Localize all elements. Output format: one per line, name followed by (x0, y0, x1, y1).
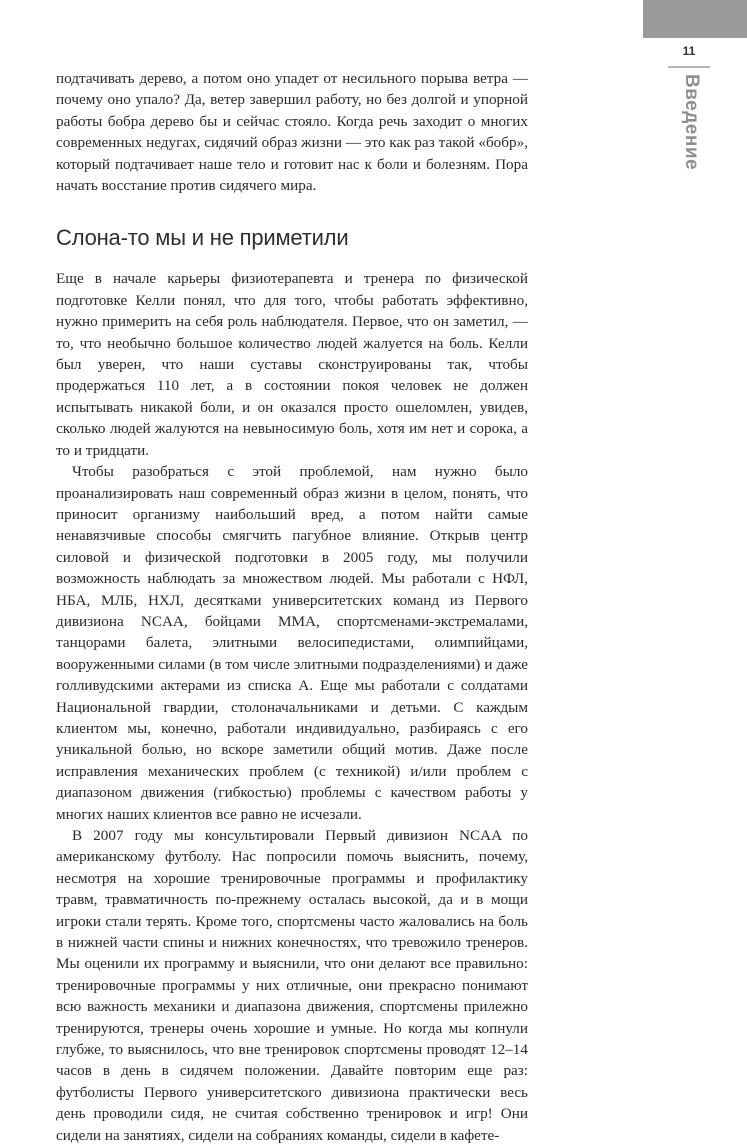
page-number: 11 (682, 44, 696, 58)
body-paragraph-1: Еще в начале карьеры физиотерапевта и тренера по физической подготовке Келли понял, что для того, чтобы работать эффективно, нужно примерить на себя роль наблюдателя. Первое, что он заметил, — то, что необычно большое количество людей жалуется на боль. Келли был уверен, что наши суставы сконструированы так, чтобы продержаться 110 лет, а в состоянии покоя человек не должен испытывать никакой боли, и он оказался просто ошеломлен, увидев, сколько людей жалуются на невыносимую боль, хотя им нет и сорока, а то и тридцати. (56, 270, 528, 459)
side-tab-block (643, 0, 747, 38)
intro-paragraph: подтачивать дерево, а потом оно упадет от несильного порыва ветра — почему оно упало? Да, ветер завершил работу, но без долгой и упорной работы бобра дерево бы и сейчас стояло. Когда речь заходит о многих современных недугах, сидячий образ жизни — это как раз такой «бобр», который подтачивает наше тело и готовит нас к боли и болезням. Пора начать восстание против сидячего мира. (56, 70, 528, 195)
body-paragraph-3: В 2007 году мы консультировали Первый дивизион NCAA по американскому футболу. Нас попросили помочь выяснить, почему, несмотря на хорошие тренировочные программы и профилактику травм, травматичность по-прежнему осталась высокой, да и в мощи игроки стали терять. Кроме того, спортсмены часто жаловались на боль в нижней части спины и нижних конечностях, что тревожило тренеров. Мы оценили их программу и выяснили, что они делают все правильно: тренировочные программы у них отличные, они прекрасно понимают всю важность механики и диапазона движения, спортсмены прилежно тренируются, тренеры очень хорошие и умные. Но когда мы копнули глубже, то выяснилось, что вне тренировок спортсмены проводят 12–14 часов в день в сидячем положении. Давайте повторим еще раз: футболисты Первого университетского дивизиона практически весь день проводили сидя, не считая собственно тренировок и игр! Они сидели на занятиях, сидели на собраниях команды, сидели в кафете- (56, 827, 528, 1144)
body-paragraph-2: Чтобы разобраться с этой проблемой, нам нужно было проанализировать наш современный образ жизни в целом, понять, что приносит организму наибольший вред, а потом найти самые ненавязчивые способы смягчить пагубное влияние. Открыв центр силовой и физической подготовки в 2005 году, мы получили возможность наблюдать за множеством людей. Мы работали с НФЛ, НБА, МЛБ, НХЛ, десятками университетских команд из Первого дивизиона NCAA, бойцами MMA, спортсменами-экстремалами, танцорами балета, элитными велосипедистами, олимпийцами, вооруженными силами (в том числе элитными подразделениями) и даже голливудскими актерами из списка А. Еще мы работали с солдатами Национальной гвардии, столоначальниками и детьми. С каждым клиентом мы, конечно, работали индивидуально, разбираясь с его уникальной болью, но вскоре заметили общий мотив. Даже после исправления механических проблем (с техникой) и/или проблем с диапазоном движения (гибкостью) проблемы с качеством работы у многих наших клиентов все равно не исчезали. (56, 463, 528, 823)
running-section-title: Введение (681, 74, 702, 171)
side-divider (668, 66, 710, 68)
page-body (56, 68, 528, 1146)
section-heading: Слона-то мы и не приметили (56, 225, 349, 251)
